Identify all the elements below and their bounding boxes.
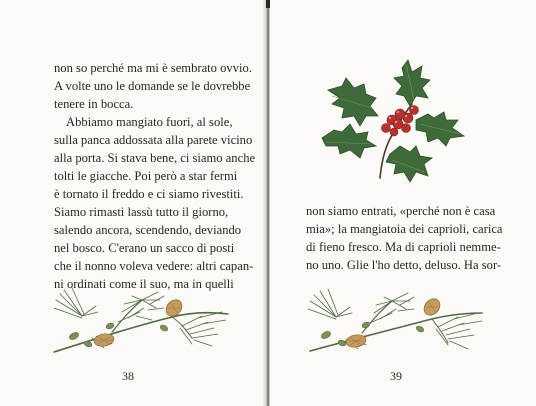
text-line: no uno. Glie l'ho detto, deluso. Ha sor- xyxy=(306,258,502,272)
text-line: non siamo entrati, «perché non è casa xyxy=(306,204,496,218)
text-line: che il nonno voleva vedere: altri capan- xyxy=(54,259,254,273)
right-page-text xyxy=(306,202,503,274)
page-number: 39 xyxy=(390,369,402,383)
text-line: mia»; la mangiatoia dei caprioli, carica xyxy=(306,222,503,236)
right-page xyxy=(270,0,536,406)
text-line: non so perché ma mi è sembrato ovvio. xyxy=(54,61,252,75)
page-number: 38 xyxy=(122,369,134,383)
text-line: tenere in bocca. xyxy=(54,97,134,111)
text-line: tolti le giacche. Poi però a star fermi xyxy=(54,169,238,183)
left-page xyxy=(0,0,266,406)
text-line: A volte uno le domande se le dovrebbe xyxy=(54,79,251,93)
text-line: è tornato il freddo e ci siamo rivestiti. xyxy=(54,187,244,201)
text-line: alla porta. Si stava bene, ci siamo anche xyxy=(54,151,256,165)
left-page-text xyxy=(54,59,256,293)
text-line: sulla panca addossata alla parete vicino xyxy=(54,133,253,147)
pine-branch-icon xyxy=(306,285,484,361)
text-line: salendo ancora, scendendo, deviando xyxy=(54,223,242,237)
text-line: Abbiamo mangiato fuori, al sole, xyxy=(66,115,233,129)
text-line: Siamo rimasti lassù tutto il giorno, xyxy=(54,205,229,219)
text-line: nel bosco. C'erano un sacco di posti xyxy=(54,241,235,255)
pine-branch-icon xyxy=(52,282,230,358)
text-line: ni ordinati come il suo, ma in quelli xyxy=(54,277,234,291)
text-line: di fieno fresco. Ma di caprioli nemme- xyxy=(306,240,501,254)
holly-sprig-icon xyxy=(320,58,470,190)
